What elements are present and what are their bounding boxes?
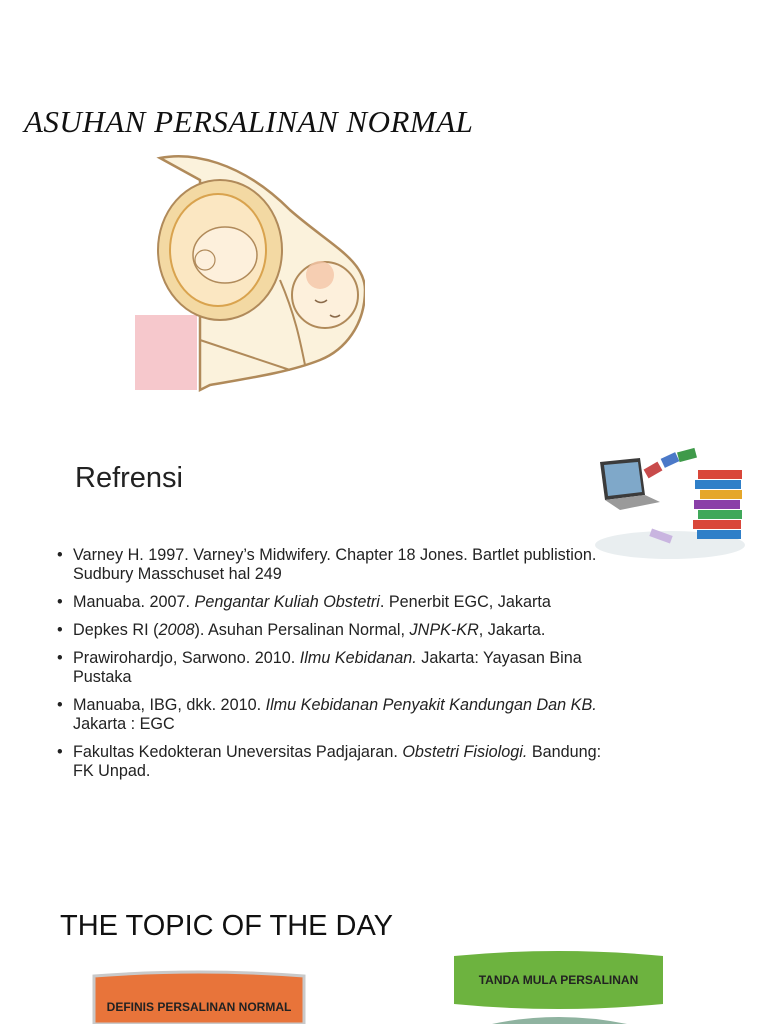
orange-banner-shape [90, 968, 308, 1024]
tanda-label: TANDA MULA PERSALINAN [478, 973, 639, 987]
definisi-label: DEFINIS PERSALINAN NORMAL [106, 1000, 292, 1014]
slide-title: ASUHAN PERSALINAN NORMAL [24, 104, 474, 139]
reference-item: • Varney H. 1997. Varney’s Midwifery. Chapter 18 Jones. Bartlet publistion. Sudbury Masschuset hal 249 [56, 546, 616, 584]
tanda-box[interactable] [452, 948, 665, 1024]
childbirth-illustration [130, 150, 365, 395]
reference-item: • Prawirohardjo, Sarwono. 2010. Ilmu Kebidanan. Jakarta: Yayasan Bina Pustaka [56, 649, 616, 687]
topic-heading: THE TOPIC OF THE DAY [60, 910, 394, 942]
definisi-box[interactable] [90, 968, 308, 1024]
reference-item: • Manuaba. 2007. Pengantar Kuliah Obstetri. Penerbit EGC, Jakarta [56, 593, 616, 612]
reference-item: • Depkes RI (2008). Asuhan Persalinan Normal, JNPK-KR, Jakarta. [56, 621, 616, 640]
reference-item: • Manuaba, IBG, dkk. 2010. Ilmu Kebidanan Penyakit Kandungan Dan KB. Jakarta : EGC [56, 696, 616, 734]
reference-list [56, 546, 616, 790]
reference-item: • Fakultas Kedokteran Uneversitas Padjajaran. Obstetri Fisiologi. Bandung: FK Unpad. [56, 743, 616, 781]
references-heading: Refrensi [75, 462, 183, 494]
